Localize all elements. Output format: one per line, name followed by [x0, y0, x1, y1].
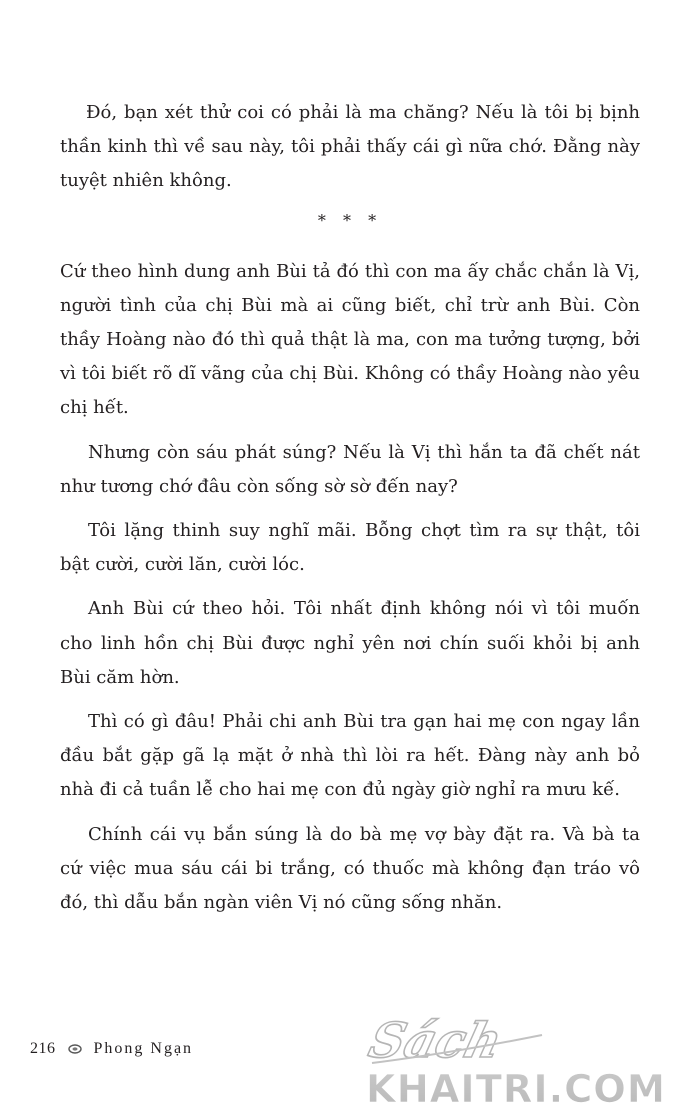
paragraph: Anh Bùi cứ theo hỏi. Tôi nhất định không nói vì tôi muốn cho linh hồn chị Bùi được nghỉ yên nơi chín suối khỏi bị anh Bùi căm hờn. [60, 598, 640, 688]
section-separator: * * * [317, 210, 383, 230]
body-text [60, 96, 640, 930]
watermark-script: Sách [363, 1012, 508, 1069]
watermark-logo [362, 995, 682, 1110]
paragraph: Thì có gì đâu! Phải chi anh Bùi tra gạn hai mẹ con ngay lần đầu bắt gặp gã lạ mặt ở nhà thì lòi ra hết. Đàng này anh bỏ nhà đi cả tuần lễ cho hai mẹ con đủ ngày giờ nghỉ ra mưu kế. [60, 711, 640, 801]
watermark-brand: KHAITRI.COM [366, 1067, 666, 1110]
page-number: 216 [30, 1040, 56, 1057]
paragraph: Nhưng còn sáu phát súng? Nếu là Vị thì hắn ta đã chết nát như tương chớ đâu còn sống sờ sờ đến nay? [60, 441, 640, 497]
author-name: Phong Ngạn [93, 1040, 194, 1057]
page-footer [30, 1040, 193, 1058]
paragraph: Tôi lặng thinh suy nghĩ mãi. Bỗng chợt tìm ra sự thật, tôi bật cười, cười lăn, cười lóc. [60, 520, 640, 576]
ornament-icon [68, 1044, 82, 1054]
paragraph: Chính cái vụ bắn súng là do bà mẹ vợ bày đặt ra. Và bà ta cứ việc mua sáu cái bi trắng, có thuốc mà không đạn tráo vô đó, thì dẫu bắn ngàn viên Vị nó cũng sống nhăn. [60, 823, 640, 914]
paragraph: Đó, bạn xét thử coi có phải là ma chăng? Nếu là tôi bị bịnh thần kinh thì về sau này, tôi phải thấy cái gì nữa chớ. Đằng này tuyệt nhiên không. [60, 102, 640, 192]
paragraph: Cứ theo hình dung anh Bùi tả đó thì con ma ấy chắc chắn là Vị, người tình của chị Bùi mà ai cũng biết, chỉ trừ anh Bùi. Còn thầy Hoàng nào đó thì quả thật là ma, con ma tưởng tượng, bởi vì tôi biết rõ dĩ vãng của chị Bùi. Không có thầy Hoàng nào yêu chị hết. [60, 260, 640, 419]
